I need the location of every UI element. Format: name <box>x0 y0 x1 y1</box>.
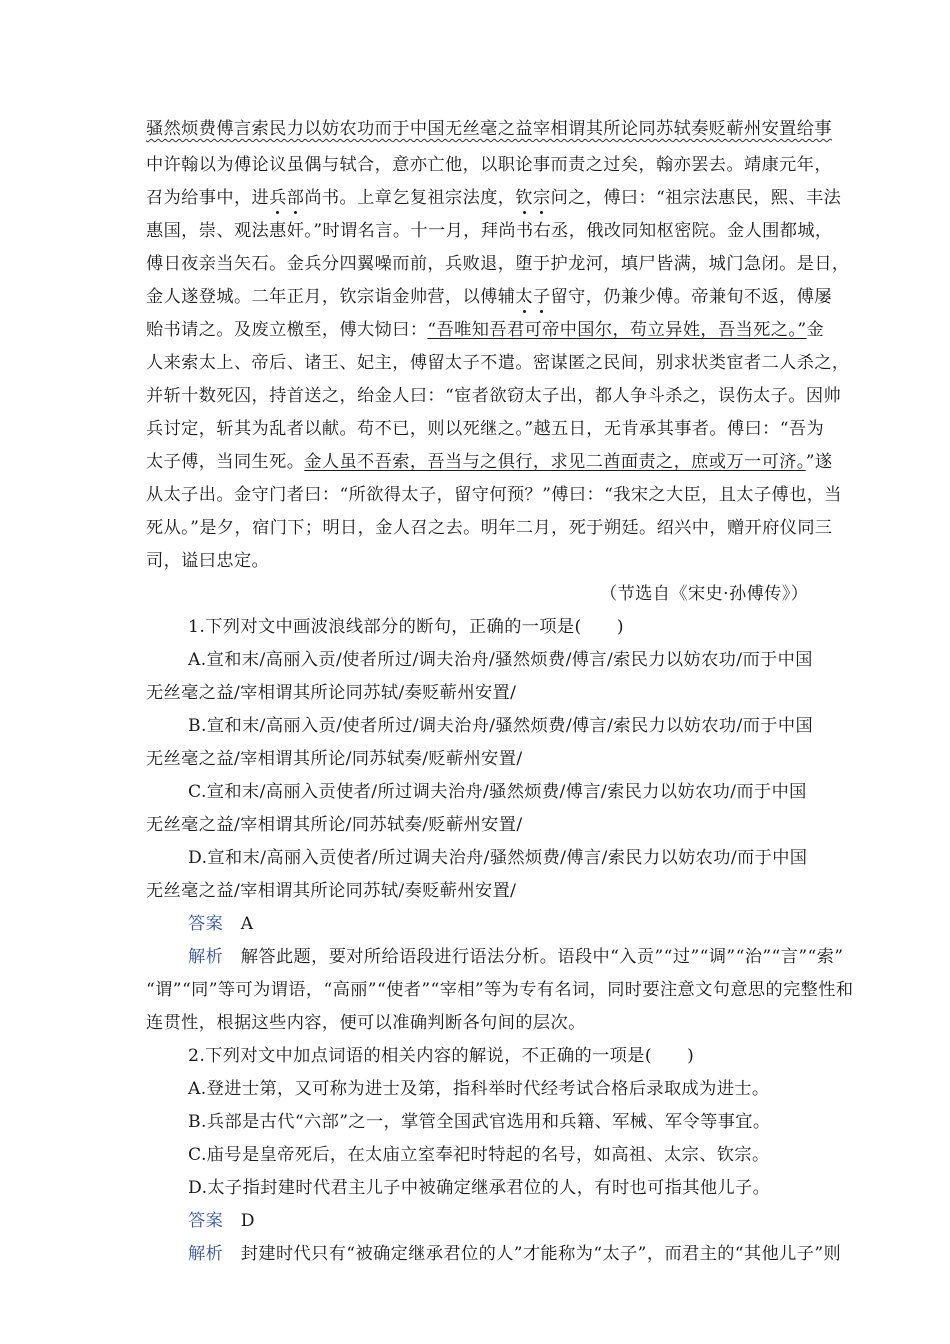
analysis-label: 解析 <box>188 947 224 967</box>
passage-line <box>146 118 832 140</box>
underlined-sentence: “吾唯知吾君可帝中国尔，苟立异姓，吾当死之。” <box>427 320 807 340</box>
dotted-char: 宗 <box>532 188 551 208</box>
passage-line: 中许翰以为傅论议虽偶与轼合，意亦亡他，以职论事而责之过矣，翰亦罢去。靖康元年， <box>146 155 832 175</box>
passage-line: 金人遂登城。二年正月，钦宗诣金帅营，以傅辅太子留守，仍兼少傅。帝兼旬不返，傅屡 <box>146 287 832 307</box>
answer-line <box>188 1210 808 1232</box>
answer-label: 答案 <box>188 1211 224 1231</box>
passage-line: 贻书请之。及废立檄至，傅大恸曰：“吾唯知吾君可帝中国尔，苟立异姓，吾当死之。”金 <box>146 320 825 340</box>
answer-value: A <box>240 914 254 934</box>
option-a: A.宣和末/高丽入贡/使者所过/调夫治舟/骚然烦费/傅言/索民力以妨农功/而于中国 <box>188 650 813 670</box>
analysis-label: 解析 <box>188 1244 224 1264</box>
wavy-underlined-text: 骚然烦费傅言索民力以妨农功而于中国无丝毫之益宰相谓其所论同苏轼奏贬蕲州安置给事 <box>146 119 832 139</box>
option-c: C.宣和末/高丽入贡使者/所过调夫治舟/骚然烦费/傅言/索民力以妨农功/而于中国 <box>188 782 807 802</box>
option-c-cont: 无丝毫之益/宰相谓其所论/同苏轼奏/贬蕲州安置/ <box>146 815 523 835</box>
analysis-line: 解析 封建时代只有“被确定继承君位的人”才能称为“太子”，而君主的“其他儿子”则 <box>188 1244 842 1264</box>
option-d: D.太子指封建时代君主儿子中被确定继承君位的人，有时也可指其他儿子。 <box>188 1178 771 1198</box>
passage-line: 人来索太上、帝后、诸王、妃主，傅留太子不遣。密谋匿之民间，别求状类宦者二人杀之， <box>146 353 850 373</box>
underlined-sentence: 金人虽不吾索，吾当与之俱行，求见二酋面责之，庶或万一可济。 <box>304 452 806 472</box>
passage-line: 司，谥曰忠定。 <box>146 551 270 571</box>
option-b: B.兵部是古代“六部”之一，掌管全国武官选用和兵籍、军械、军令等事宜。 <box>188 1112 771 1132</box>
analysis-cont: 连贯性，根据这些内容，便可以准确判断各句间的层次。 <box>146 1013 586 1033</box>
answer-line <box>188 913 808 935</box>
dotted-char: 部 <box>286 188 305 208</box>
option-c: C.庙号是皇帝死后，在太庙立室奉祀时特起的名号，如高祖、太宗、钦宗。 <box>188 1145 770 1165</box>
passage-line: 兵讨定，斩其为乱者以献。苟不已，则以死继之。”越五日，无肯承其事者。傅曰：“吾为 <box>146 419 825 439</box>
passage-line: 死从。”是夕，宿门下；明日，金人召之去。明年二月，死于朔廷。绍兴中，赠开府仪同三 <box>146 518 833 538</box>
option-a: A.登进士第，又可称为进士及第，指科举时代经考试合格后录取成为进士。 <box>188 1079 770 1099</box>
answer-value: D <box>240 1211 255 1231</box>
option-d-cont: 无丝毫之益/宰相谓其所论同苏轼/奏贬蕲州安置/ <box>146 881 517 901</box>
dotted-char: 子 <box>532 287 551 307</box>
passage-line: 从太子出。金守门者曰：“所欲得太子，留守何预？”傅曰：“我宋之大臣，且太子傅也，当 <box>146 485 842 505</box>
passage-line: 傅日夜亲当矢石。金兵分四翼噪而前，兵败退，堕于护龙河，填尸皆满，城门急闭。是日， <box>146 254 850 274</box>
dotted-char: 太 <box>515 287 533 307</box>
answer-label: 答案 <box>188 914 224 934</box>
analysis-cont: “谓”“同”等可为谓语，“高丽”“使者”“宰相”等为专有名词，同时要注意文句意思的完整性和 <box>146 980 854 1000</box>
option-b-cont: 无丝毫之益/宰相谓其所论/同苏轼奏/贬蕲州安置/ <box>146 749 523 769</box>
option-b: B.宣和末/高丽入贡/使者所过/调夫治舟/骚然烦费/傅言/索民力以妨农功/而于中国 <box>188 716 814 736</box>
passage-line: 召为给事中，进兵部尚书。上章乞复祖宗法度，钦宗问之，傅曰：“祖宗法惠民，熙、丰法 <box>146 188 842 208</box>
option-d: D.宣和末/高丽入贡使者/所过调夫治舟/骚然烦费/傅言/索民力以妨农功/而于中国 <box>188 848 808 868</box>
passage-line: 惠国，崇、观法惠奸。”时谓名言。十一月，拜尚书右丞，俄改同知枢密院。金人围都城， <box>146 221 833 241</box>
passage-line: 太子傅，当同生死。金人虽不吾索，吾当与之俱行，求见二酋面责之，庶或万一可济。”遂 <box>146 452 833 472</box>
dotted-char: 钦 <box>515 188 533 208</box>
passage-line: 并斩十数死囚，持首送之，绐金人曰：“宦者欲窃太子出，都人争斗杀之，误伤太子。因帅 <box>146 386 842 406</box>
dotted-char: 兵 <box>269 188 287 208</box>
question-stem: 1.下列对文中画波浪线部分的断句，正确的一项是( ) <box>188 617 624 637</box>
question-stem: 2.下列对文中加点词语的相关内容的解说，不正确的一项是( ) <box>188 1046 695 1066</box>
option-a-cont: 无丝毫之益/宰相谓其所论同苏轼/奏贬蕲州安置/ <box>146 683 517 703</box>
source-citation: （节选自《宋史·孙傅传》） <box>600 584 809 604</box>
analysis-line: 解析 解答此题，要对所给语段进行语法分析。语段中“入贡”“过”“调”“治”“言”“索” <box>188 947 844 967</box>
